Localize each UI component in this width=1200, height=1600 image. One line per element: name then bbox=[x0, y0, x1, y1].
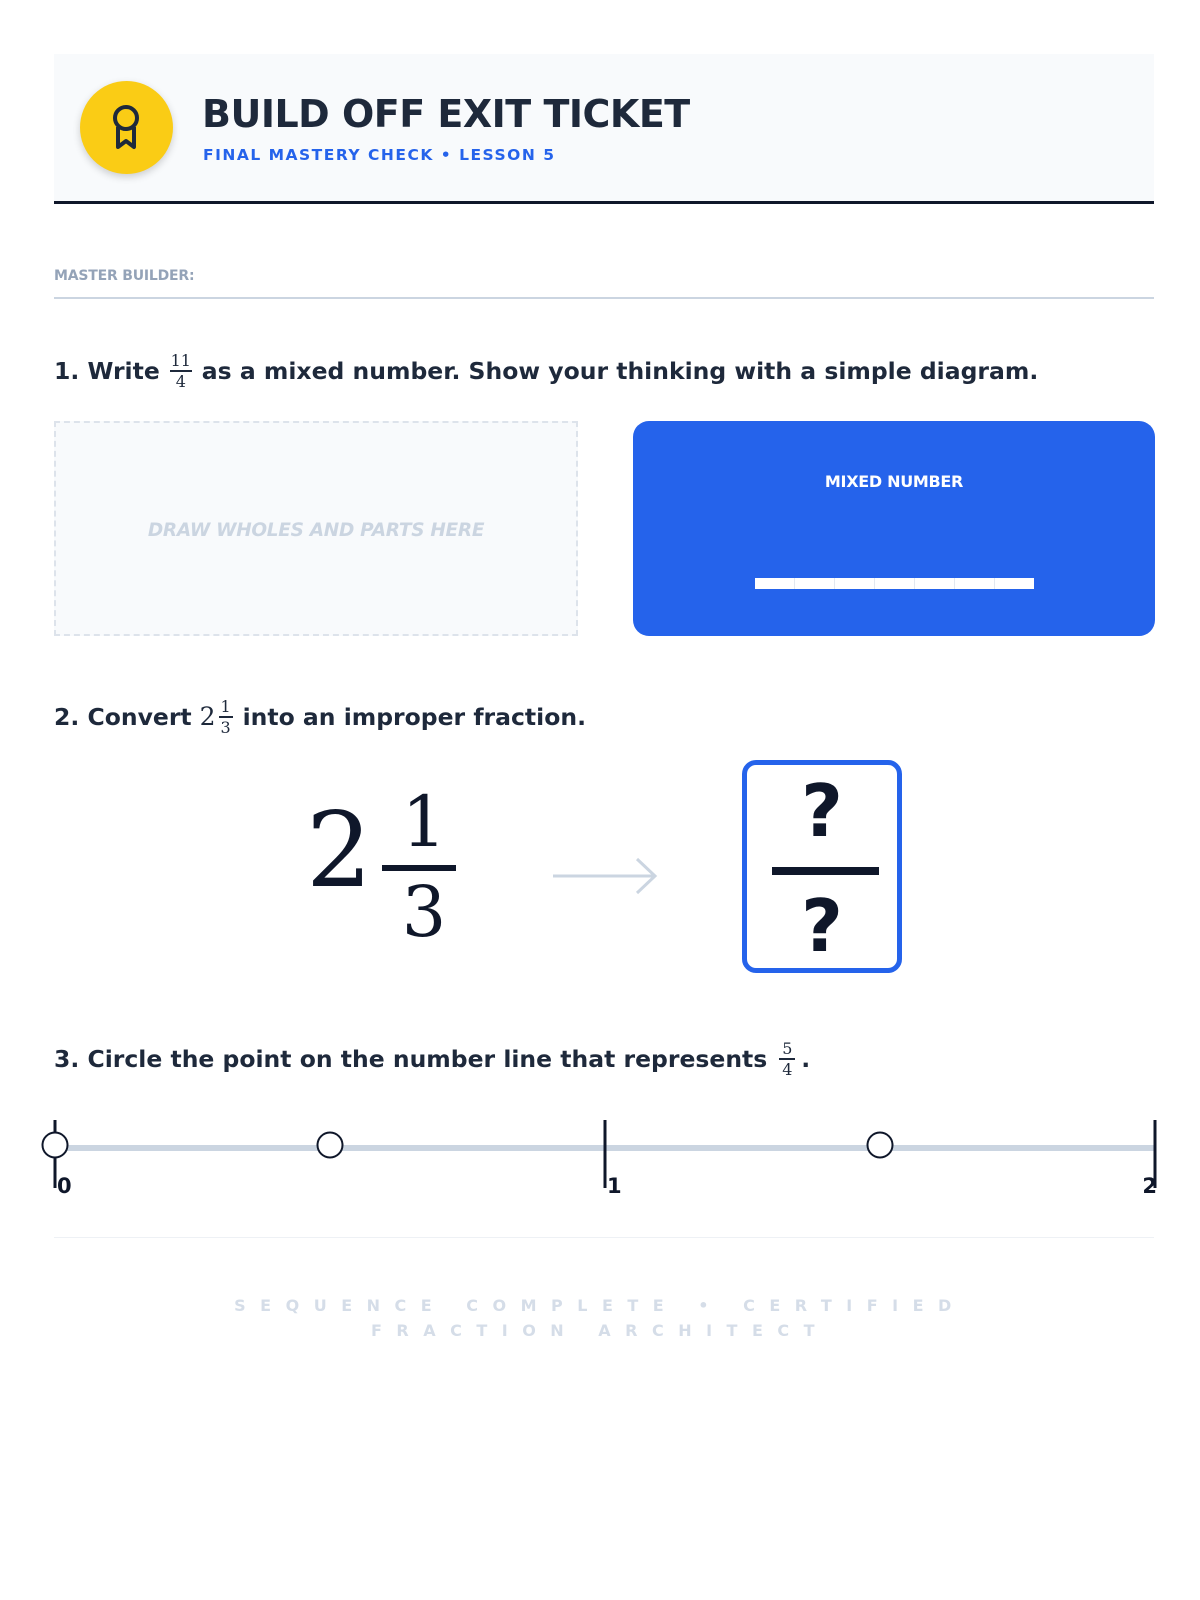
number-line-tick-label: 2 bbox=[1142, 1174, 1157, 1198]
question-2-prefix: 2. Convert bbox=[54, 702, 192, 731]
draw-hint: DRAW WHOLES AND PARTS HERE bbox=[147, 520, 485, 541]
name-label: MASTER BUILDER: bbox=[54, 268, 195, 284]
answer-label: MIXED NUMBER bbox=[824, 472, 964, 491]
mixed-number-answer-input[interactable] bbox=[755, 578, 1034, 589]
mixed-whole: 2 bbox=[199, 702, 216, 732]
mixed-number-answer-card bbox=[633, 421, 1155, 636]
name-field[interactable] bbox=[54, 297, 1154, 299]
footer-text: SEQUENCE COMPLETE • CERTIFIED FRACTION ARCHITECT bbox=[234, 1296, 966, 1340]
fraction-numerator: 5 bbox=[782, 1039, 793, 1058]
fraction-5-4 bbox=[779, 1040, 795, 1078]
fraction-denominator: 3 bbox=[220, 717, 231, 737]
footer-divider bbox=[54, 1237, 1154, 1238]
question-1-suffix: as a mixed number. Show your thinking with a simple diagram. bbox=[201, 356, 1039, 385]
question-2 bbox=[54, 698, 586, 736]
number-line-tick-label: 1 bbox=[607, 1174, 622, 1198]
mixed-number-denominator: 3 bbox=[401, 871, 447, 953]
mixed-number-display bbox=[306, 781, 466, 953]
question-1 bbox=[54, 352, 1038, 390]
answer-denominator[interactable]: ? bbox=[801, 884, 843, 968]
answer-numerator[interactable]: ? bbox=[801, 769, 843, 853]
page-title: BUILD OFF EXIT TICKET bbox=[202, 92, 690, 136]
fraction-1-3 bbox=[219, 698, 233, 736]
fraction-numerator: 1 bbox=[220, 697, 231, 716]
number-line-point[interactable] bbox=[318, 1133, 343, 1158]
header bbox=[54, 54, 1154, 204]
fraction-numerator: 11 bbox=[170, 351, 191, 370]
question-1-prefix: 1. Write bbox=[54, 356, 160, 385]
mixed-number-numerator: 1 bbox=[401, 781, 447, 863]
fraction-11-4 bbox=[170, 352, 192, 390]
question-3-period: . bbox=[801, 1044, 811, 1073]
number-line bbox=[40, 1118, 1170, 1218]
number-line-point[interactable] bbox=[868, 1133, 893, 1158]
fraction-denominator: 4 bbox=[175, 371, 186, 391]
award-ribbon-icon bbox=[80, 81, 173, 174]
number-line-point[interactable] bbox=[43, 1133, 68, 1158]
arrow-right-icon bbox=[549, 856, 661, 896]
improper-fraction-answer[interactable] bbox=[742, 760, 902, 973]
question-3-prefix: 3. Circle the point on the number line that represents bbox=[54, 1044, 768, 1073]
page-subtitle: FINAL MASTERY CHECK • LESSON 5 bbox=[203, 146, 556, 164]
mixed-number-whole: 2 bbox=[306, 789, 373, 911]
question-2-suffix: into an improper fraction. bbox=[242, 702, 587, 731]
question-3 bbox=[54, 1040, 810, 1078]
number-line-tick-label: 0 bbox=[57, 1174, 72, 1198]
answer-fraction-bar bbox=[772, 867, 879, 875]
fraction-denominator: 4 bbox=[782, 1059, 793, 1079]
diagram-drawing-area[interactable] bbox=[54, 421, 578, 636]
